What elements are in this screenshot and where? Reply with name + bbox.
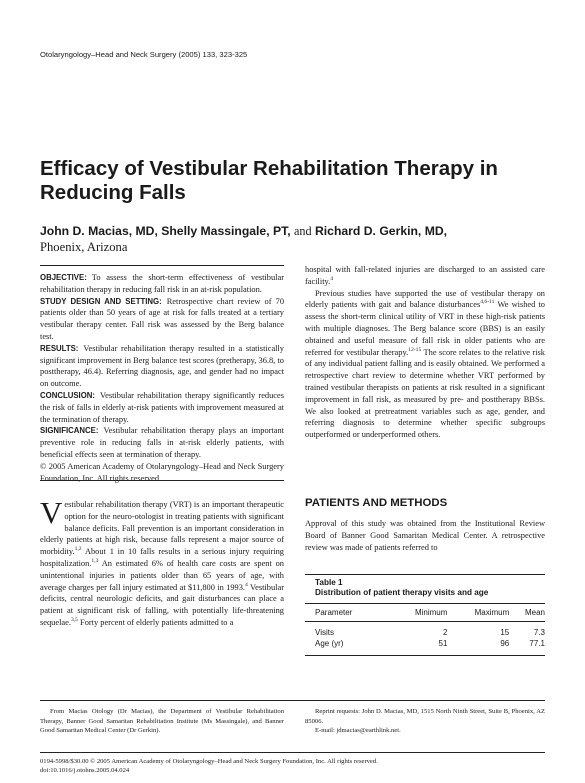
design-label: STUDY DESIGN AND SETTING: [40, 296, 162, 306]
table-cell: 96 [447, 638, 509, 656]
abstract-top-rule [40, 265, 284, 266]
ref-sup: 1,3 [91, 558, 99, 565]
conclusion-text: Vestibular rehabilitation therapy significantly reduces the risk of falls in elderly at-risk patients with improvement measured at the termination of therapy. [40, 390, 284, 424]
author-conjunction: and [293, 224, 312, 238]
introduction [40, 495, 285, 629]
table-row [305, 638, 545, 656]
abstract-conclusion [40, 390, 284, 425]
results-label: RESULTS: [40, 343, 79, 353]
ref-sup: 4 [330, 276, 334, 282]
table-caption: Distribution of patient therapy visits and age [315, 588, 489, 597]
ref-sup: 4 [245, 581, 248, 588]
author-last: Richard D. Gerkin, MD, [314, 224, 448, 238]
table-cell: Age (yr) [305, 638, 390, 656]
table-row [305, 622, 545, 639]
table-cell: 77.1 [509, 638, 545, 656]
p2-text-2: We wished to assess the short-term clinical utility of VRT in these high-risk patients with multiple diagnoses. The Berg balance score (BBS) is an easily obtained and useful measure of fall risk in older patients who are referred for vestibular therapy. [305, 300, 545, 357]
significance-label: SIGNIFICANCE: [40, 426, 99, 436]
table-header-cell: Mean [509, 604, 545, 622]
conclusion-label: CONCLUSION: [40, 390, 96, 400]
table-cell: 7.3 [533, 628, 545, 637]
data-table [305, 603, 545, 656]
table-cell: Visits [315, 628, 334, 637]
journal-citation: Otolaryngology–Head and Neck Surgery (2005) 133, 323-325 [40, 50, 248, 59]
intro-text-3: An estimated 6% of health care costs are spent on unintentional injuries in patients older than 65 years of age, with average charges per fall injury estimated at $11,800 in 1993. [40, 558, 284, 592]
table-header-cell: Parameter [305, 604, 390, 622]
footnote-rule [40, 700, 545, 701]
table-label: Table 1 [315, 578, 343, 587]
table-header-row [305, 604, 545, 622]
methods-paragraph: Approval of this study was obtained from the Institutional Review Board of Banner Good Samaritan Medical Center. A retrospective review was made of patients referred to [305, 519, 545, 552]
ref-sup: 12-15 [408, 346, 422, 353]
abstract-design [40, 296, 284, 343]
design-text: Retrospective chart review of 70 patients older than 50 years of age at risk for falls treated at a tertiary vestibular therapy center. Fall risk was assessed by the Berg balance test. [40, 296, 285, 341]
issn-copyright: 0194-5998/$30.00 © 2005 American Academy of Otolaryngology–Head and Neck Surgery Foundation, Inc. All rights reserved. [40, 758, 378, 765]
doi: doi:10.1016/j.otohns.2005.04.024 [40, 767, 130, 774]
reprint-footnote [305, 707, 545, 736]
author-block [40, 223, 550, 255]
abstract [40, 272, 284, 484]
previous-studies-paragraph [305, 288, 545, 441]
table-top-rule [305, 574, 545, 575]
drop-cap: V [40, 495, 63, 530]
cont-text: hospital with fall-related injuries are discharged to an assisted care facility. [305, 265, 545, 286]
p2-text-3: The score relates to the relative risk of any individual patient falling and is easily obtained. We performed a retrospective chart review to determine whether VRT performed by trained vestibular therapists on patients at risk resulted in a significant improvement in fall risk, as measured by pre- and posttherapy BBSs. We also looked at pretreatment variables such as age, gender, and referring diagnosis to determine whether specific subgroups outperformed or underperformed others. [305, 347, 545, 440]
table-cell: 51 [390, 638, 448, 656]
ref-sup: 3,5 [70, 617, 78, 624]
intro-continued [305, 264, 545, 441]
p2-text-1: Previous studies have supported the use of vestibular therapy on elderly patients with gait and balance disturbances [305, 288, 545, 310]
intro-text-4: Vestibular deficits, central neurologic deficits, and gait disturbances can place a patient at significant risk of falling, with potentially life-threatening sequelae. [40, 582, 285, 627]
abstract-bottom-rule [40, 480, 284, 481]
ref-sup: 4,6-11 [480, 299, 495, 306]
abstract-objective [40, 272, 284, 296]
table-cell: 2 [442, 628, 448, 637]
table-cell: 15 [500, 628, 510, 637]
intro-text-1: estibular rehabilitation therapy (VRT) is an important therapeutic option for the neuro-otologist in treating patients with significant balance deficits. Fall prevention is an important consideration in elderly patients at high risk, because falls represent a major source of morbidity. [40, 500, 284, 557]
significance-text: Vestibular rehabilitation therapy plays an important preventive role in reducing falls in at-risk elderly patients, with beneficial effects seen at termination of therapy. [40, 426, 284, 459]
ref-sup: 1,2 [74, 546, 82, 553]
bottom-rule [40, 752, 545, 753]
results-text: Vestibular rehabilitation therapy resulted in a statistically significant improvement in Berg balance test scores (pretherapy, 36.8, to posttherapy, 46.4). Referring diagnosis, age, and gender had no impact on outcome. [40, 343, 284, 389]
table-1 [305, 578, 545, 656]
table-header-cell: Maximum [447, 604, 509, 622]
affiliation-text: From Macias Otology (Dr Macias), the Department of Vestibular Rehabilitation Therapy, Banner Good Samaritan Rehabilitation Institute (Ms Massingale), and Banner Good Samaritan Medical Center (Dr Gerkin). [40, 708, 284, 735]
objective-text: To assess the short-term effectiveness of vestibular rehabilitation therapy in reducing fall risk in an at-risk population. [40, 273, 284, 294]
abstract-significance [40, 425, 284, 460]
methods-text [305, 518, 545, 553]
email-text: E-mail: jdmacias@earthlink.net. [315, 727, 401, 735]
table-header-cell: Minimum [390, 604, 448, 622]
objective-label: OBJECTIVE: [40, 273, 87, 282]
affiliation-footnote [40, 707, 284, 736]
intro-text-5: Forty percent of elderly patients admitted to a [77, 617, 234, 627]
bottom-matter [40, 757, 550, 775]
intro-text-2: About 1 in 10 falls results in a serious injury requiring hospitalization. [40, 547, 284, 568]
abstract-copyright: © 2005 American Academy of Otolaryngology–Head and Neck Surgery Foundation, Inc. All rights reserved. [40, 461, 284, 483]
continued-paragraph [305, 264, 545, 288]
author-names: John D. Macias, MD, Shelly Massingale, PT, [40, 224, 291, 238]
abstract-results [40, 343, 284, 390]
article-title: Efficacy of Vestibular Rehabilitation Therapy in Reducing Falls [40, 157, 498, 204]
reprint-text: Reprint requests: John D. Macias, MD, 1515 North Ninth Street, Suite B, Phoenix, AZ 85006. [305, 708, 545, 725]
section-heading: PATIENTS AND METHODS [305, 497, 448, 509]
author-location: Phoenix, Arizona [40, 240, 128, 254]
